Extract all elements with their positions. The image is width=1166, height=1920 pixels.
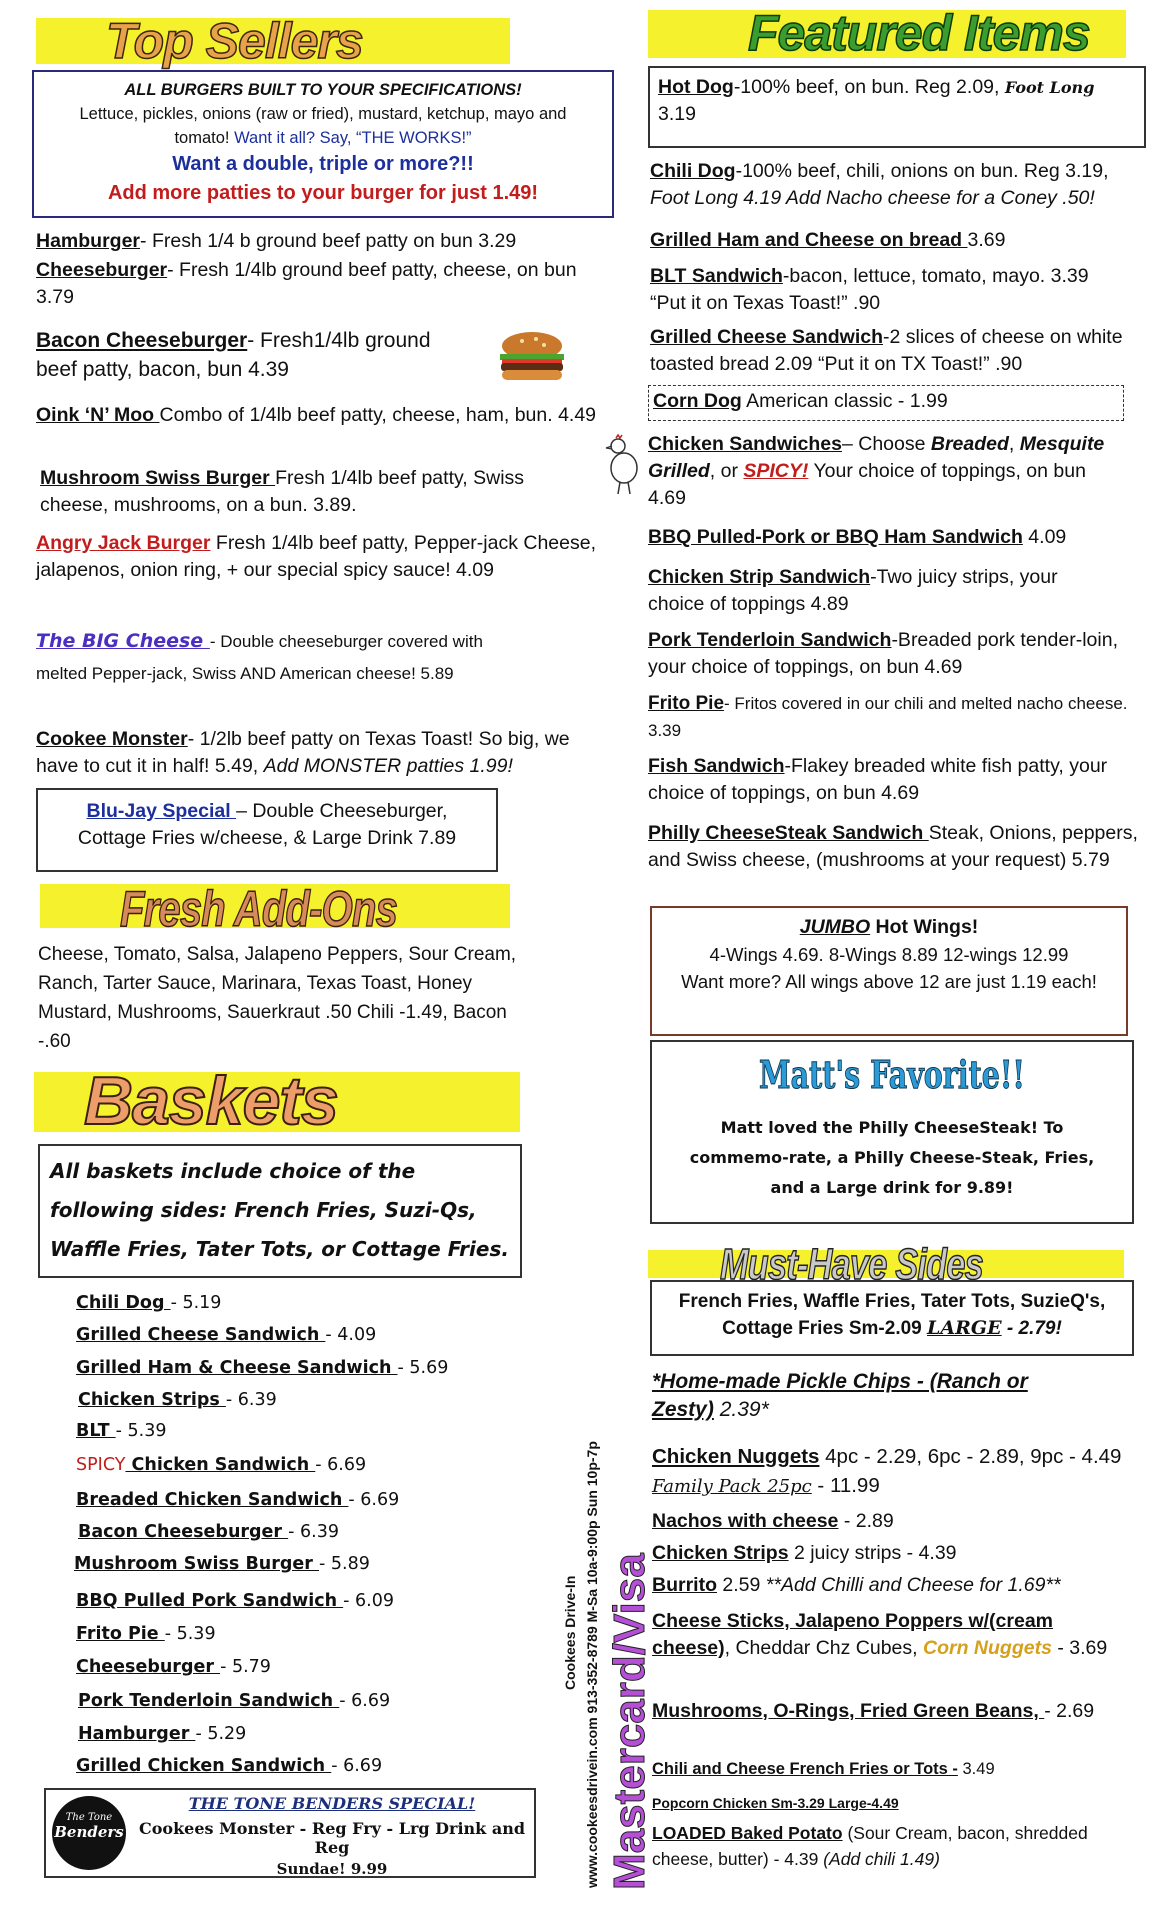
menu-item-bbq-sandwich: BBQ Pulled-Pork or BBQ Ham Sandwich 4.09: [648, 526, 1067, 548]
blujay-desc: Cottage Fries w/cheese, & Large Drink 7.89: [77, 827, 457, 849]
side-loaded-potato: LOADED Baked Potato (Sour Cream, bacon, shredded cheese, butter) - 4.39 (Add chili 1.49): [652, 1823, 1088, 1869]
menu-item-cheeseburger: Cheeseburger- Fresh 1/4lb ground beef patty, cheese, on bun 3.79: [36, 259, 577, 308]
menu-item-bacon-cheeseburger: Bacon Cheeseburger- Fresh1/4lb ground beef patty, bacon, bun 4.39: [36, 329, 431, 381]
side-burrito: Burrito 2.59 **Add Chilli and Cheese for 1.69**: [652, 1574, 1061, 1596]
baskets-info-box: All baskets include choice of the following sides: French Fries, Suzi-Qs, Waffle Fries, Tater Tots, or Cottage Fries.: [38, 1144, 522, 1278]
basket-chili-dog: Chili Dog - 5.19: [76, 1293, 222, 1313]
basket-pork-tenderloin: Pork Tenderloin Sandwich - 6.69: [78, 1691, 391, 1711]
tone-benders-logo: The Tone Benders: [52, 1796, 126, 1870]
tone-benders-title: THE TONE BENDERS SPECIAL!: [188, 1794, 476, 1813]
burger-info-box: [32, 70, 614, 218]
menu-item-hamburger: Hamburger- Fresh 1/4 b ground beef patty on bun 3.29: [36, 230, 517, 252]
wings-title: Hot Wings!: [870, 916, 979, 938]
menu-item-pork-tenderloin: Pork Tenderloin Sandwich-Breaded pork tender-loin, your choice of toppings, on bun 4.69: [648, 629, 1118, 678]
jumbo-wings-box: [650, 906, 1128, 1036]
side-chili-fries: Chili and Cheese French Fries or Tots - 3.49: [652, 1760, 995, 1778]
sides-line1: French Fries, Waffle Fries, Tater Tots, SuzieQ's,: [678, 1291, 1106, 1312]
basket-breaded-chicken: Breaded Chicken Sandwich - 6.69: [76, 1490, 400, 1510]
side-popcorn-chicken: Popcorn Chicken Sm-3.29 Large-4.49: [652, 1795, 899, 1811]
menu-item-oink-n-moo: Oink ‘N’ Moo Combo of 1/4lb beef patty, cheese, ham, bun. 4.49: [36, 404, 597, 426]
basket-bbq-pulled-pork: BBQ Pulled Pork Sandwich - 6.09: [76, 1591, 394, 1611]
menu-item-chicken-sandwiches: Chicken Sandwiches– Choose Breaded, Mesquite Grilled, or SPICY! Your choice of toppings, on bun 4.69: [648, 433, 1105, 509]
featured-items-banner: [648, 5, 1126, 61]
hotdog-box: [648, 66, 1146, 148]
menu-item-angry-jack: Angry Jack Burger Fresh 1/4lb beef patty, Pepper-jack Cheese, jalapenos, onion ring, + our special spicy sauce! 4.09: [36, 532, 596, 581]
top-sellers-banner: [36, 13, 510, 69]
wings-line2: Want more? All wings above 12 are just 1.19 each!: [681, 971, 1097, 992]
tone-benders-line2: Sundae! 9.99: [276, 1860, 388, 1878]
menu-item-grilled-cheese: Grilled Cheese Sandwich-2 slices of cheese on white toasted bread 2.09 “Put it on TX Toast!” .90: [650, 326, 1123, 375]
side-nachos: Nachos with cheese - 2.89: [652, 1510, 894, 1532]
matts-favorite-text: Matt loved the Philly CheeseSteak! To commemo-rate, a Philly Cheese-Steak, Fries, and a Large drink for 9.89!: [689, 1118, 1095, 1197]
burger-box-line5: Add more patties to your burger for just 1.49!: [107, 182, 539, 204]
must-have-sides-banner: [648, 1240, 1124, 1289]
baskets-title: Baskets: [84, 1063, 338, 1139]
basket-cheeseburger: Cheeseburger - 5.79: [76, 1657, 271, 1677]
basket-frito-pie: Frito Pie - 5.39: [76, 1624, 216, 1644]
burger-box-line1: ALL BURGERS BUILT TO YOUR SPECIFICATIONS!: [124, 81, 522, 99]
mastercard-visa-vertical: Mastercard/Visa: [605, 1553, 654, 1890]
basket-blt: BLT - 5.39: [76, 1421, 167, 1441]
addons-list: Cheese, Tomato, Salsa, Jalapeno Peppers, Sour Cream, Ranch, Tarter Sauce, Marinara, Texas Toast, Honey Mustard, Mushrooms, Sauerkraut .50 Chili -1.49, Bacon -.60: [38, 944, 517, 1052]
blujay-special-box: Blu-Jay Special – Double Cheeseburger, Cottage Fries w/cheese, & Large Drink 7.89: [36, 788, 498, 872]
wings-jumbo: JUMBO: [799, 916, 871, 938]
menu-item-hot-dog: Hot Dog-100% beef, on bun. Reg 2.09, Foot Long 3.19: [658, 76, 1095, 125]
restaurant-name-vertical: Cookees Drive-In: [562, 1575, 578, 1690]
basket-spicy-chicken: SPICY Chicken Sandwich - 6.69: [76, 1455, 367, 1475]
tone-benders-box: [44, 1788, 536, 1878]
menu-item-chicken-strip-sandwich: Chicken Strip Sandwich-Two juicy strips, your choice of toppings 4.89: [648, 566, 1058, 615]
contact-info-vertical: www.cookeesdrivein.com 913-352-8789 M-Sa 10a-9:00p Sun 10p-7p: [584, 1441, 600, 1888]
basket-grilled-chicken: Grilled Chicken Sandwich - 6.69: [76, 1756, 383, 1776]
blujay-name: Blu-Jay Special: [86, 800, 237, 822]
baskets-banner: [34, 1063, 520, 1139]
menu-item-philly: Philly CheeseSteak Sandwich Steak, Onions, peppers, and Swiss cheese, (mushrooms at your request) 5.79: [648, 822, 1138, 871]
corn-dog-box: [648, 385, 1124, 421]
featured-items-title: Featured Items: [748, 5, 1090, 61]
wings-line1: 4-Wings 4.69. 8-Wings 8.89 12-wings 12.99: [709, 944, 1069, 965]
side-chicken-strips: Chicken Strips 2 juicy strips - 4.39: [652, 1542, 957, 1564]
must-have-sides-title: Must-Have Sides: [720, 1240, 983, 1289]
burger-box-line3b: Want it all? Say, “THE WORKS!”: [234, 129, 472, 147]
side-mushrooms: Mushrooms, O-Rings, Fried Green Beans, - 2.69: [652, 1700, 1095, 1722]
fresh-addons-title: Fresh Add-Ons: [120, 881, 398, 937]
tone-benders-line1: Cookees Monster - Reg Fry - Lrg Drink and Reg: [138, 1819, 526, 1857]
basket-grilled-ham: Grilled Ham & Cheese Sandwich - 5.69: [76, 1358, 449, 1378]
basket-chicken-strips: Chicken Strips - 6.39: [78, 1390, 277, 1410]
menu-item-chili-dog: Chili Dog-100% beef, chili, onions on bun. Reg 3.19, Foot Long 4.19 Add Nacho cheese for a Coney .50!: [650, 160, 1109, 209]
side-pickle-chips: *Home-made Pickle Chips - (Ranch or Zesty) 2.39*: [652, 1370, 1028, 1421]
side-cheese-sticks: Cheese Sticks, Jalapeno Poppers w/(cream cheese), Cheddar Chz Cubes, Corn Nuggets - 3.69: [652, 1610, 1108, 1659]
menu-item-cookee-monster: Cookee Monster- 1/2lb beef patty on Texas Toast! So big, we have to cut it in half! 5.49, Add MONSTER patties 1.99!: [36, 728, 570, 777]
matts-favorite-box: [650, 1040, 1134, 1224]
menu-item-big-cheese: The BIG Cheese - Double cheeseburger covered with melted Pepper-jack, Swiss AND American cheese! 5.89: [36, 630, 483, 683]
basket-bacon-cheeseburger: Bacon Cheeseburger - 6.39: [78, 1522, 339, 1542]
burger-box-line3a: tomato!: [174, 129, 230, 147]
menu-item-grilled-ham: Grilled Ham and Cheese on bread 3.69: [650, 229, 1006, 251]
menu-item-mushroom-swiss: Mushroom Swiss Burger Fresh 1/4lb beef patty, Swiss cheese, mushrooms, on a bun. 3.89.: [40, 467, 525, 516]
top-sellers-title: Top Sellers: [106, 13, 363, 69]
burger-icon: [496, 330, 568, 384]
menu-item-frito-pie: Frito Pie- Fritos covered in our chili and melted nacho cheese. 3.39: [648, 693, 1128, 740]
chicken-icon: [602, 432, 642, 496]
basket-mushroom-swiss: Mushroom Swiss Burger - 5.89: [74, 1554, 370, 1574]
burger-box-line4: Want a double, triple or more?!!: [172, 153, 474, 175]
basket-grilled-cheese: Grilled Cheese Sandwich - 4.09: [76, 1325, 377, 1345]
menu-item-corn-dog: Corn Dog American classic - 1.99: [653, 390, 948, 412]
menu-item-fish-sandwich: Fish Sandwich-Flakey breaded white fish patty, your choice of toppings, on bun 4.69: [648, 755, 1108, 804]
side-chicken-nuggets: Chicken Nuggets 4pc - 2.29, 6pc - 2.89, 9pc - 4.49 Family Pack 25pc - 11.99: [652, 1445, 1122, 1497]
fresh-addons-banner: [40, 881, 510, 937]
sides-box: French Fries, Waffle Fries, Tater Tots, SuzieQ's, Cottage Fries Sm-2.09 LARGE - 2.79!: [650, 1280, 1134, 1356]
burger-box-line2: Lettuce, pickles, onions (raw or fried), mustard, ketchup, mayo and: [79, 105, 567, 123]
basket-hamburger: Hamburger - 5.29: [78, 1724, 247, 1744]
matts-favorite-title: Matt's Favorite!!: [759, 1052, 1025, 1097]
menu-item-blt: BLT Sandwich-bacon, lettuce, tomato, mayo. 3.39 “Put it on Texas Toast!” .90: [650, 265, 1089, 314]
